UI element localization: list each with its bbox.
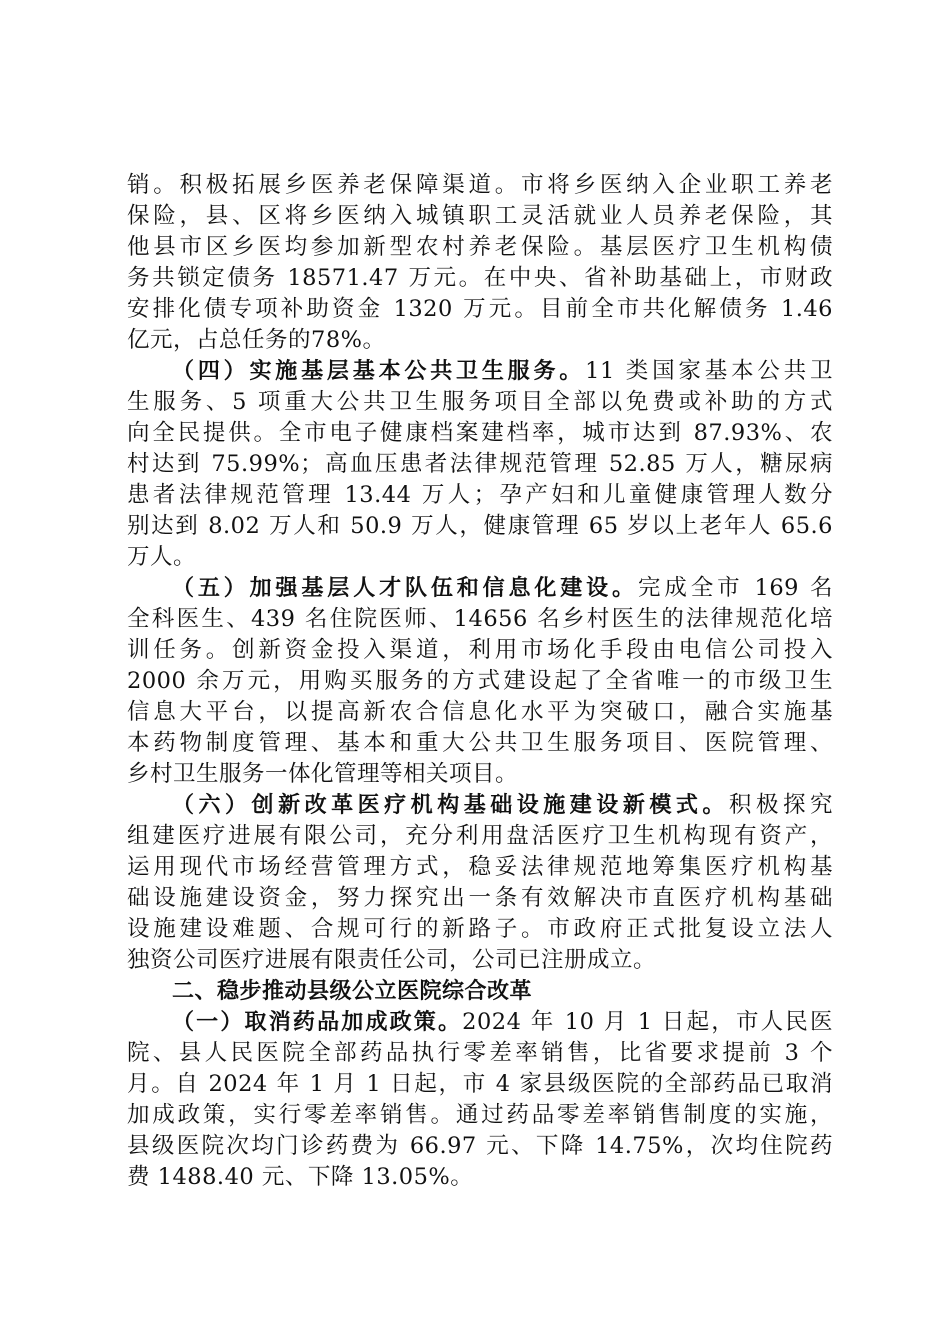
text-line: 运用现代市场经营管理方式，稳妥法律规范地筹集医疗机构基 [127,854,833,880]
text-line: 亿元，占总任务的78%。 [127,327,386,353]
text-line: 向全民提供。全市电子健康档案建档率，城市达到 87.93%、农 [127,420,833,446]
text-line: 2000 余万元，用购买服务的方式建设起了全省唯一的市级卫生 [127,668,833,694]
paragraph-talent-informatization [127,573,833,790]
text-line [127,356,833,387]
text-line: 院、县人民医院全部药品执行零差率销售，比省要求提前 3 个 [127,1040,833,1066]
paragraph-pension-debt [127,170,833,356]
text-line: 独资公司医疗进展有限责任公司，公司已注册成立。 [127,947,657,973]
text-line: 本药物制度管理、基本和重大公共卫生服务项目、医院管理、 [127,730,833,756]
text-line [127,790,833,821]
text-line: 务共锁定债务 18571.47 万元。在中央、省补助基础上，市财政 [127,265,833,291]
text-line: 乡村卫生服务一体化管理等相关项目。 [127,761,519,787]
text-line [127,573,833,604]
subsection-heading: （四）实施基层基本公共卫生服务。 [172,359,586,384]
subsection-heading: （六）创新改革医疗机构基础设施建设新模式。 [172,793,729,818]
text-span: 2024 年 10 月 1 日起，市人民医 [462,1009,833,1035]
subsection-heading: （一）取消药品加成政策。 [172,1010,463,1035]
text-line: 销。积极拓展乡医养老保障渠道。市将乡医纳入企业职工养老 [127,172,833,198]
text-line: 训任务。创新资金投入渠道，利用市场化手段由电信公司投入 [127,637,833,663]
text-line: 全科医生、439 名住院医师、14656 名乡村医生的法律规范化培 [127,606,833,632]
text-line: 费 1488.40 元、下降 13.05%。 [127,1164,474,1190]
text-span: 积极探究 [728,792,833,818]
paragraph-drug-markup [127,1007,833,1193]
paragraph-infrastructure [127,790,833,976]
paragraph-public-health [127,356,833,573]
text-line: 月。自 2024 年 1 月 1 日起，市 4 家县级医院的全部药品已取消 [127,1071,833,1097]
text-line: 县级医院次均门诊药费为 66.97 元、下降 14.75%，次均住院药 [127,1133,833,1159]
text-line: 信息大平台，以提高新农合信息化水平为突破口，融合实施基 [127,699,833,725]
text-line [127,1007,833,1038]
text-span: 完成全市 169 名 [637,575,833,601]
text-line: 患者法律规范管理 13.44 万人；孕产妇和儿童健康管理人数分 [127,482,833,508]
section-heading-text: 二、稳步推动县级公立医院综合改革 [172,979,533,1004]
text-line: 他县市区乡医均参加新型农村养老保险。基层医疗卫生机构债 [127,234,833,260]
text-line: 生服务、5 项重大公共卫生服务项目全部以免费或补助的方式 [127,389,833,415]
text-line: 村达到 75.99%；高血压患者法律规范管理 52.85 万人，糖尿病 [127,451,833,477]
text-line: 组建医疗进展有限公司，充分利用盘活医疗卫生机构现有资产， [127,823,833,849]
text-line: 保险，县、区将乡医纳入城镇职工灵活就业人员养老保险，其 [127,203,833,229]
text-span: 11 类国家基本公共卫 [585,358,833,384]
section-heading [127,976,833,1007]
text-line: 加成政策，实行零差率销售。通过药品零差率销售制度的实施， [127,1102,833,1128]
text-line: 安排化债专项补助资金 1320 万元。目前全市共化解债务 1.46 [127,296,833,322]
document-page [127,170,833,1193]
text-line: 别达到 8.02 万人和 50.9 万人，健康管理 65 岁以上老年人 65.6 [127,513,833,539]
text-line: 万人。 [127,544,197,570]
text-line: 设施建设难题、合规可行的新路子。市政府正式批复设立法人 [127,916,833,942]
text-line: 础设施建设资金，努力探究出一条有效解决市直医疗机构基础 [127,885,833,911]
subsection-heading: （五）加强基层人才队伍和信息化建设。 [172,576,638,601]
